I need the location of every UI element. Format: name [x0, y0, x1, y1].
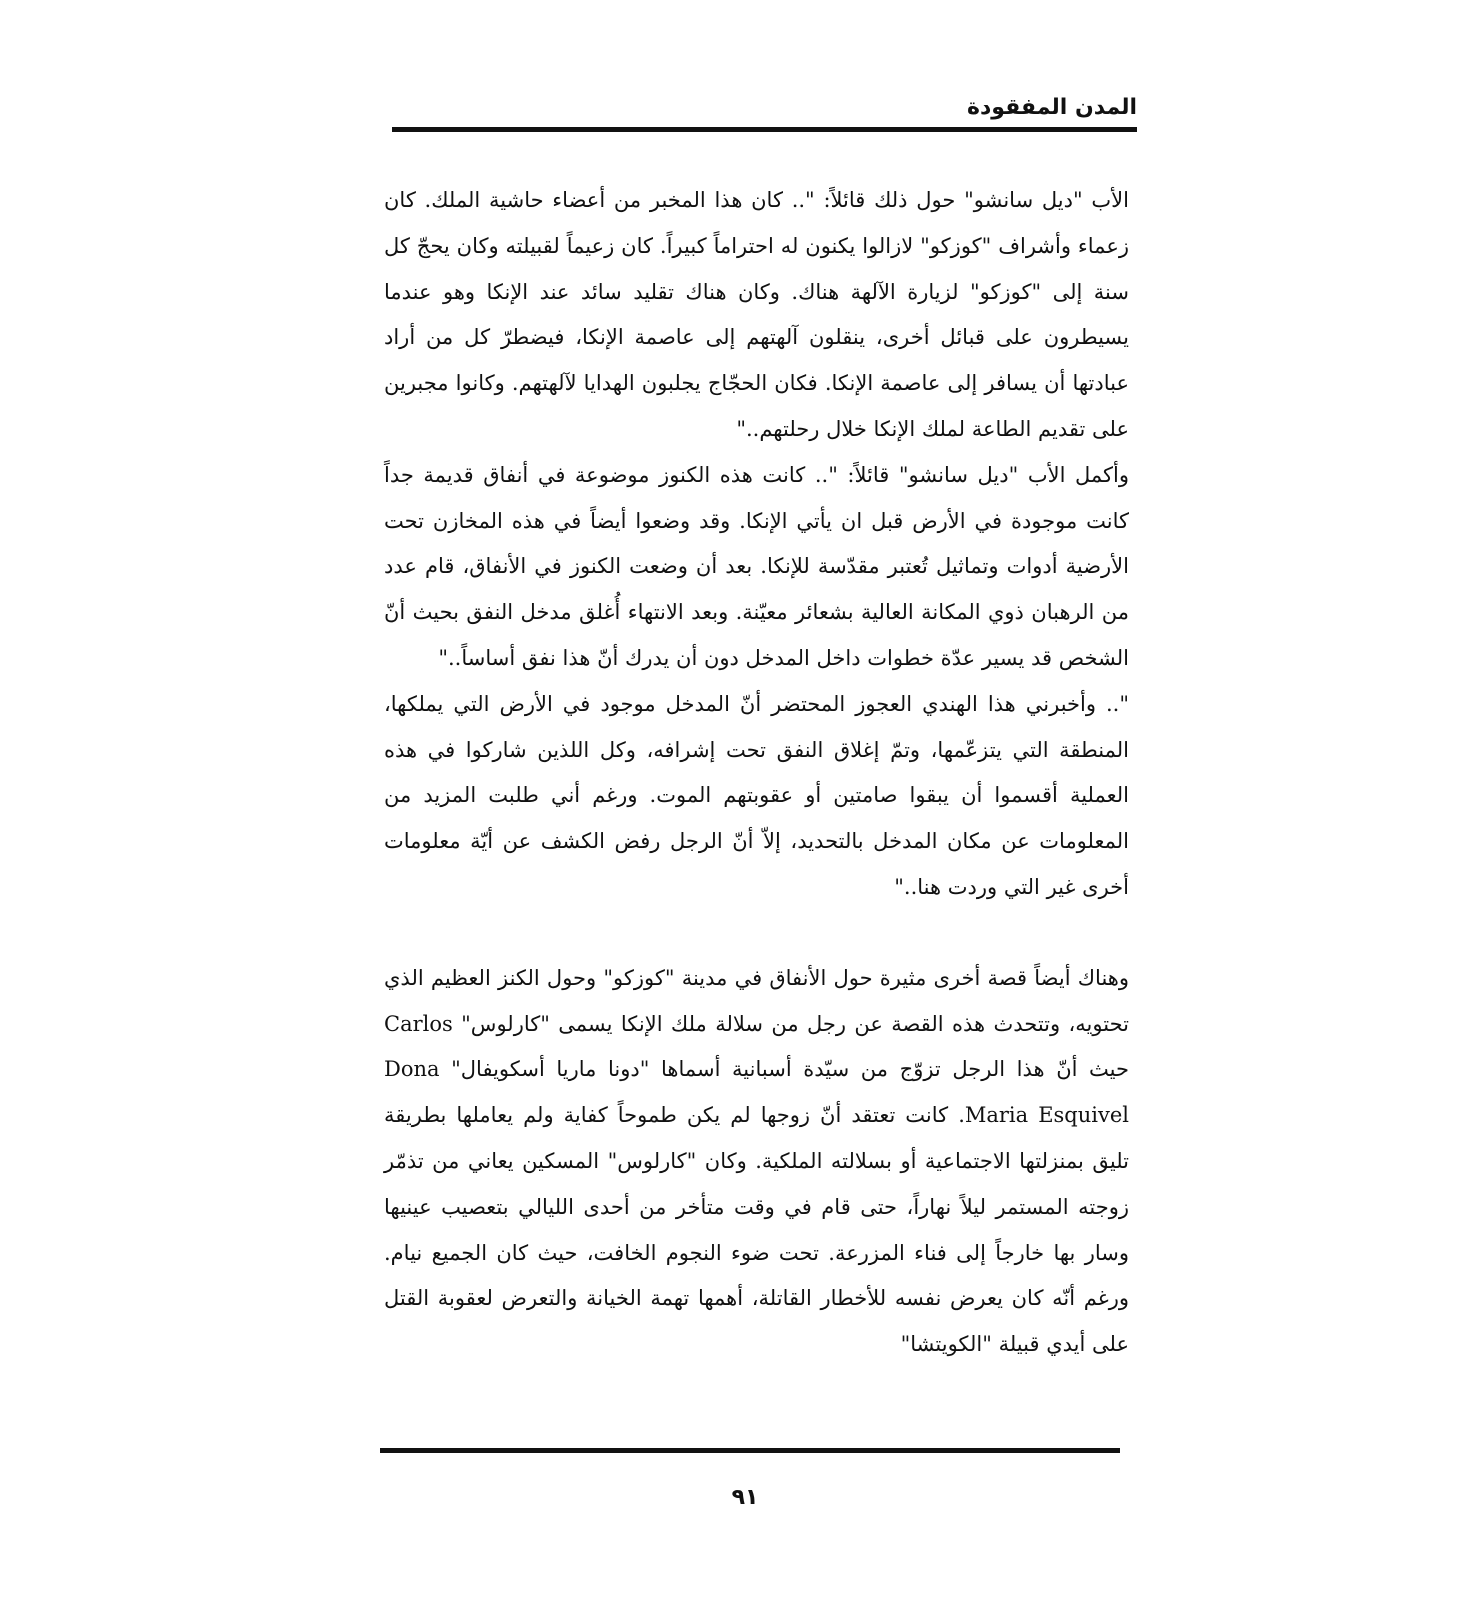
paragraph-2: وأكمل الأب "ديل سانشو" قائلاً: ".. كانت هذه الكنوز موضوعة في أنفاق قديمة جداً كانت موجودة في الأرض قبل ان يأتي الإنكا. وقد وضعوا أيضاً في هذه المخازن تحت الأرضية أدوات وتماثيل تُعتبر مقدّسة للإنكا. بعد أن وضعت الكنوز في الأنفاق، قام عدد من الرهبان ذوي المكانة العالية بشعائر معيّنة. وبعد الانتهاء أُغلق مدخل النفق بحيث أنّ الشخص قد يسير عدّة خطوات داخل المدخل دون أن يدرك أنّ هذا نفق أساساً.."	[384, 462, 1129, 670]
running-title: المدن المفقودة	[967, 95, 1137, 120]
footer-rule	[380, 1448, 1120, 1453]
paragraph-4-part-2: حيث أنّ هذا الرجل تزوّج من سيّدة أسبانية أسماها "دونا ماريا أسكويفال"	[439, 1057, 1129, 1082]
paragraph-3: ".. وأخبرني هذا الهندي العجوز المحتضر أنّ المدخل موجود في الأرض التي يملكها، المنطقة التي يتزعّمها، وتمّ إغلاق النفق تحت إشرافه، وكل اللذين شاركوا في هذه العملية أقسموا أن يبقوا صامتين أو عقوبتهم الموت. ورغم أني طلبت المزيد من المعلومات عن مكان المدخل بالتحديد، إلاّ أنّ الرجل رفض الكشف عن أيّة معلومات أخرى غير التي وردت هنا.."	[384, 691, 1129, 899]
paragraph-4	[384, 956, 1129, 1368]
paragraph-4-part-1: وهناك أيضاً قصة أخرى مثيرة حول الأنفاق في مدينة "كوزكو" وحول الكنز العظيم الذي تحتويه، وتتحدث هذه القصة عن رجل من سلالة ملك الإنكا يسمى "كارلوس"	[384, 965, 1129, 1036]
paragraph-4-part-3: . كانت تعتقد أنّ زوجها لم يكن طموحاً كفاية ولم يعاملها بطريقة تليق بمنزلتها الاجتماعية أو بسلالته الملكية. وكان "كارلوس" المسكين يعاني من تذمّر زوجته المستمر ليلاً نهاراً، حتى قام في وقت متأخر من أحدى الليالي بتعصيب عينيها وسار بها خارجاً إلى فناء المزرعة. تحت ضوء النجوم الخافت، حيث كان الجميع نيام. ورغم أنّه كان يعرض نفسه للأخطار القاتلة، أهمها تهمة الخيانة والتعرض لعقوبة القتل على أيدي قبيلة "الكويتشا"	[384, 1103, 1129, 1357]
body-text	[384, 178, 1129, 1368]
latin-name-carlos: Carlos	[384, 1011, 453, 1036]
paragraph-1: الأب "ديل سانشو" حول ذلك قائلاً: ".. كان هذا المخبر من أعضاء حاشية الملك. كان زعماء وأشراف "كوزكو" لازالوا يكنون له احتراماً كبيراً. كان زعيماً لقبيلته وكان يحجّ كل سنة إلى "كوزكو" لزيارة الآلهة هناك. وكان هناك تقليد سائد عند الإنكا وهو عندما يسيطرون على قبائل أخرى، ينقلون آلهتهم إلى عاصمة الإنكا، فيضطرّ كل من أراد عبادتها أن يسافر إلى عاصمة الإنكا. فكان الحجّاج يجلبون الهدايا لآلهتهم. وكانوا مجبرين على تقديم الطاعة لملك الإنكا خلال رحلتهم.."	[384, 188, 1129, 441]
header-rule	[392, 127, 1137, 132]
page-number: ٩١	[731, 1485, 759, 1510]
latin-name-dona-maria: Dona Maria Esquivel	[384, 1057, 1129, 1128]
